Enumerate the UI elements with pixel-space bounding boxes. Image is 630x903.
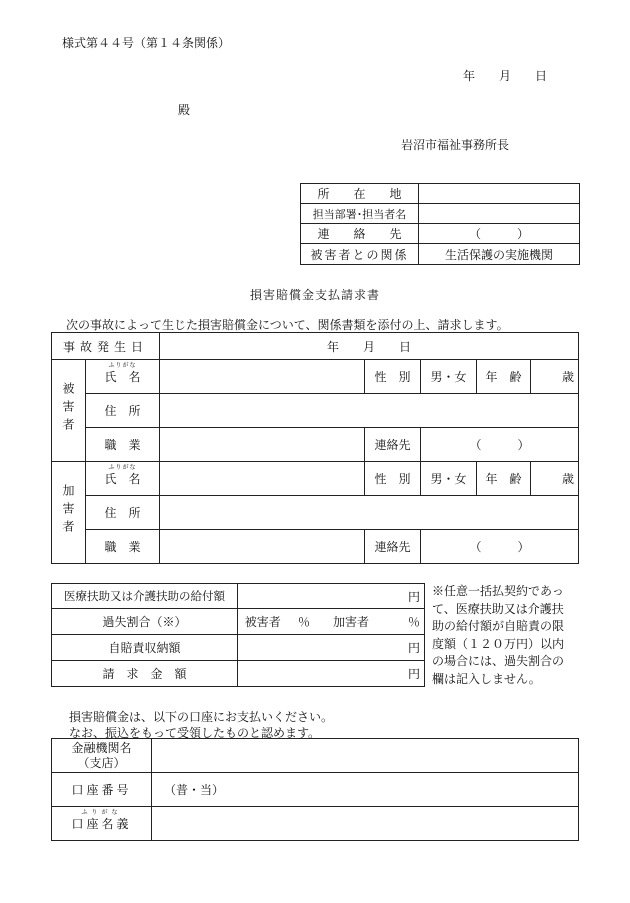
perpetrator-group-label: 加害者 — [52, 462, 86, 564]
fault-ratio-note: ※任意一括払契約であっ て、医療扶助又は介護扶 助の給付額が自賠責の限 度額（１２０万円）以内 の場合には、過失割合の 欄は記入しません。 — [432, 584, 565, 686]
form-title: 損害賠償金支払請求書 — [249, 288, 380, 302]
payment-instruction: 損害賠償金は、以下の口座にお支払いください。 — [69, 710, 334, 724]
sender-name: 岩沼市福祉事務所長 — [401, 138, 510, 152]
perpetrator-contact-field[interactable]: （ ） — [421, 530, 579, 564]
account-type[interactable]: （普・当） — [164, 783, 225, 797]
victim-gender-label: 性 別 — [365, 360, 421, 394]
victim-address-label: 住 所 — [86, 394, 160, 428]
account-name-field[interactable] — [152, 807, 579, 841]
fault-victim-field[interactable]: ％ — [288, 609, 321, 635]
victim-address-field[interactable] — [160, 394, 579, 428]
fault-perpetrator-field[interactable]: ％ — [382, 609, 425, 635]
addressee-suffix: 殿 — [178, 103, 191, 117]
account-number-label: 口座番号 — [52, 773, 152, 807]
intro-text: 次の事故によって生じた損害賠償金について、関係書類を添付の上、請求します。 — [66, 318, 509, 332]
relation-label: 被害者との関係 — [301, 244, 419, 265]
victim-name-label: ふりがな 氏 名 — [86, 360, 160, 394]
accident-table — [51, 332, 579, 564]
perpetrator-gender-field[interactable]: 男・女 — [421, 462, 477, 496]
victim-name-field[interactable] — [160, 360, 365, 394]
insurance-amount-label: 自賠責収納額 — [52, 635, 238, 661]
fault-victim-label: 被害者 — [238, 609, 288, 635]
bank-account-table — [51, 738, 579, 841]
perpetrator-address-label: 住 所 — [86, 496, 160, 530]
perpetrator-contact-label: 連絡先 — [365, 530, 421, 564]
account-name-ruby: ふりがな — [81, 809, 122, 816]
perpetrator-name-ruby: ふりがな — [108, 464, 137, 471]
fault-ratio-label: 過失割合（※） — [52, 609, 238, 635]
perpetrator-name-field[interactable] — [160, 462, 365, 496]
payment-acknowledgement: なお、振込をもって受領したものと認めます。 — [69, 726, 321, 740]
office-contact-label: 連 絡 先 — [301, 224, 419, 244]
claim-amount-field[interactable]: 円 — [238, 661, 425, 687]
victim-name-ruby: ふりがな — [108, 362, 137, 369]
relation-value: 生活保護の実施機関 — [419, 244, 580, 265]
accident-date-label: 事故発生日 — [52, 333, 160, 360]
office-dept-field[interactable] — [419, 204, 580, 224]
victim-age-label: 年 齢 — [477, 360, 531, 394]
medical-amount-field[interactable]: 円 — [238, 584, 425, 609]
insurance-amount-field[interactable]: 円 — [238, 635, 425, 661]
office-address-field[interactable] — [419, 184, 580, 204]
office-address-label: 所 在 地 — [301, 184, 419, 204]
victim-group-label: 被害者 — [52, 360, 86, 462]
victim-contact-label: 連絡先 — [365, 428, 421, 462]
accident-date-field[interactable]: 年 月 日 — [160, 333, 579, 360]
bank-name-label: 金融機関名 （支店） — [52, 739, 152, 773]
perpetrator-name-label: ふりがな 氏 名 — [86, 462, 160, 496]
claim-amount-label: 請 求 金 額 — [52, 661, 238, 687]
amount-table — [51, 583, 425, 687]
victim-age-field[interactable]: 歳 — [531, 360, 579, 394]
perpetrator-gender-label: 性 別 — [365, 462, 421, 496]
victim-job-field[interactable] — [160, 428, 365, 462]
perpetrator-address-field[interactable] — [160, 496, 579, 530]
medical-amount-label: 医療扶助又は介護扶助の給付額 — [52, 584, 238, 609]
victim-contact-field[interactable]: （ ） — [421, 428, 579, 462]
form-number: 様式第４４号（第１４条関係） — [62, 36, 231, 50]
victim-job-label: 職 業 — [86, 428, 160, 462]
perpetrator-age-field[interactable]: 歳 — [531, 462, 579, 496]
victim-gender-field[interactable]: 男・女 — [421, 360, 477, 394]
office-info-table — [300, 183, 580, 265]
bank-name-field[interactable] — [152, 739, 579, 773]
request-date: 年 月 日 — [463, 69, 548, 83]
account-name-label: ふりがな 口座名義 — [52, 807, 152, 841]
fault-perpetrator-label: 加害者 — [321, 609, 382, 635]
perpetrator-age-label: 年 齢 — [477, 462, 531, 496]
perpetrator-job-label: 職 業 — [86, 530, 160, 564]
office-contact-field[interactable]: （ ） — [419, 224, 580, 244]
perpetrator-job-field[interactable] — [160, 530, 365, 564]
account-number-field[interactable] — [152, 773, 579, 807]
office-dept-label: 担当部署･担当者名 — [301, 204, 419, 224]
